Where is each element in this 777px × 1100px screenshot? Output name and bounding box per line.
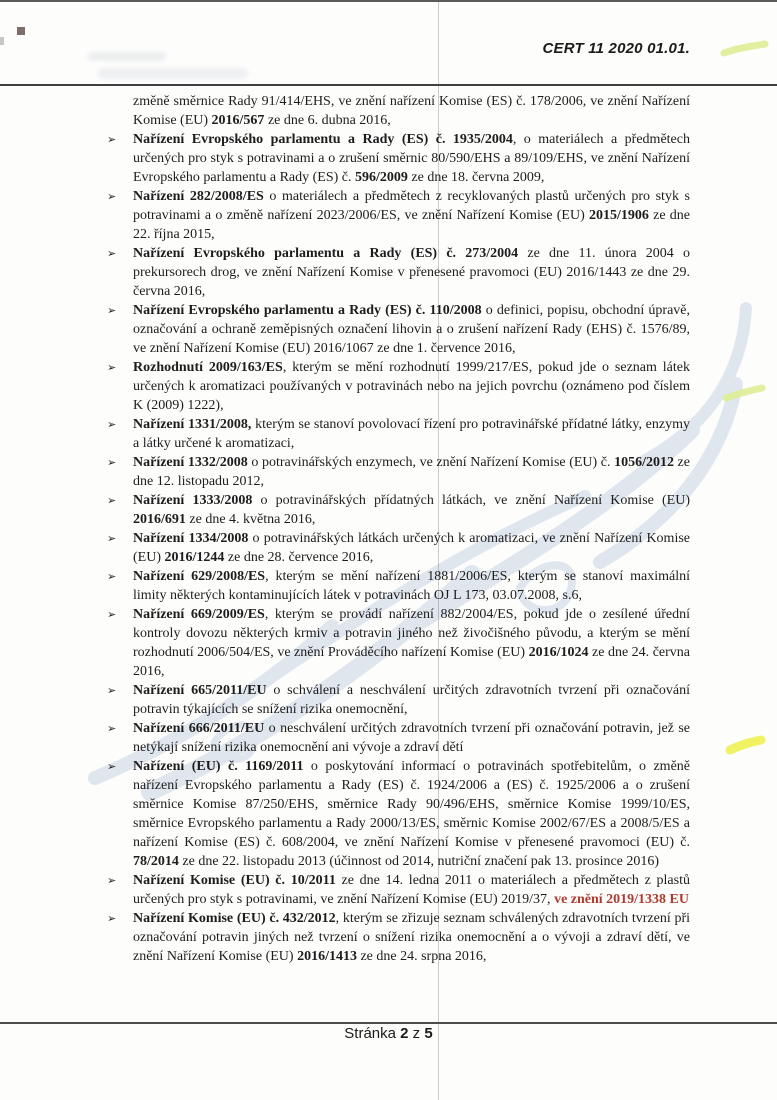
text-segment: Nařízení Evropského parlamentu a Rady (ES) č. 273/2004 xyxy=(133,246,519,261)
bullet-arrow-icon: ➢ xyxy=(107,494,117,507)
text-segment: Nařízení 629/2008/ES xyxy=(133,569,266,584)
bullet-arrow-icon: ➢ xyxy=(107,532,117,545)
text-segment: 2016/1244 xyxy=(164,550,225,565)
text-segment: o neschválení určitých zdravotních tvrzení při označování potravin, jež se netýkají snížení rizika onemocnění ani vývoje a zdraví dětí xyxy=(133,721,690,755)
text-segment: , o materiálech a předmětech určených pro styk s potravinami a o zrušení směrnic 80/590/EHS a 89/109/EHS, ve znění Nařízení Evropského parlamentu a Rady (ES) č. xyxy=(133,132,690,185)
regulation-list xyxy=(107,92,690,966)
text-segment: Nařízení 666/2011/EU xyxy=(133,721,265,736)
text-segment: ze dne 24. srpna 2016, xyxy=(356,949,487,964)
text-segment: Stránka xyxy=(344,1025,401,1042)
text-segment: o potravinářských přídatných látkách, ve znění Nařízení Komise (EU) xyxy=(252,493,690,508)
stamp-smudge xyxy=(98,68,248,79)
text-segment: 2 xyxy=(400,1025,409,1042)
text-segment: Nařízení 669/2009/ES xyxy=(133,607,265,622)
text-segment: ze dne 24. června 2016, xyxy=(133,645,690,679)
regulation-list-item xyxy=(107,187,690,244)
scan-edge-artifact xyxy=(0,37,4,45)
text-segment: Nařízení 1332/2008 xyxy=(133,455,248,470)
highlighter-mark-bottom xyxy=(730,740,761,750)
text-segment: o potravinářských enzymech, ve znění Nařízení Komise (EU) č. xyxy=(247,455,615,470)
text-segment: 2015/1906 xyxy=(588,208,649,223)
text-segment: ze dne 6. dubna 2016, xyxy=(264,113,391,128)
bullet-arrow-icon: ➢ xyxy=(107,912,117,925)
regulation-list-item xyxy=(107,491,690,529)
text-segment: , kterým se mění rozhodnutí 1999/217/ES, pokud jde o seznam látek určených k aromatizaci používaných v potravinách nebo na jejich povrchu (oznámeno pod číslem K (2009) 1222), xyxy=(133,360,690,413)
text-segment: , kterým se mění nařízení 1881/2006/ES, kterým se stanoví maximální limity některých kontaminujících látek v potravinách OJ L 173, 03.07.2008, s.6, xyxy=(133,569,690,603)
scan-artifact-mark xyxy=(17,27,25,35)
bullet-arrow-icon: ➢ xyxy=(107,874,117,887)
text-segment: 2016/567 xyxy=(211,113,265,128)
text-segment: z xyxy=(408,1025,425,1042)
stamp-smudge xyxy=(88,52,166,61)
text-segment: ze dne 22. listopadu 2013 (účinnost od 2014, nutriční značení pak 13. prosince 2016) xyxy=(178,854,660,869)
bullet-arrow-icon: ➢ xyxy=(107,361,117,374)
bullet-arrow-icon: ➢ xyxy=(107,608,117,621)
bullet-arrow-icon: ➢ xyxy=(107,684,117,697)
text-segment: ze dne 22. října 2015, xyxy=(133,208,690,242)
text-segment: 596/2009 xyxy=(355,170,408,185)
regulation-list-item xyxy=(107,719,690,757)
text-segment: o potravinářských látkách určených k aromatizaci, ve znění Nařízení Komise (EU) xyxy=(133,531,690,565)
text-segment: Nařízení 665/2011/EU xyxy=(133,683,267,698)
footer-rule xyxy=(0,1022,777,1024)
regulation-list-item xyxy=(107,871,690,909)
regulation-list-item xyxy=(107,909,690,966)
regulation-items xyxy=(107,130,690,966)
bullet-arrow-icon: ➢ xyxy=(107,190,117,203)
text-segment: , kterým se provádí nařízení 882/2004/ES, pokud jde o zesílené úřední kontroly dovozu některých krmiv a potravin jiného než živočišného původu, a kterým se mění rozhodnutí 2006/504/ES, ve znění Prováděcího nařízení Komise (EU) xyxy=(133,607,690,660)
text-segment: ze dne 28. července 2016, xyxy=(224,550,374,565)
text-segment: Nařízení Evropského parlamentu a Rady (ES) č. 110/2008 xyxy=(133,303,482,318)
scan-edge-line xyxy=(0,0,777,2)
text-segment: o poskytování informací o potravinách spotřebitelům, o změně nařízení Evropského parlamentu a Rady (ES) č. 1924/2006 a (ES) č. 1925/2006 a o zrušení směrnice Komise 87/250/EHS, směrnice Rady 90/496/EHS, směrnice Komise 1999/10/ES, směrnice Evropského parlamentu a Rady 2000/13/ES, směrnic Komise 2002/67/ES a 2008/5/ES a nařízení Komise (ES) č. 608/2004, ve znění Nařízení Komise v přenesené pravomoci (EU) č. xyxy=(133,759,690,850)
text-segment: Nařízení Komise (EU) č. 432/2012 xyxy=(133,911,336,926)
text-segment: Nařízení 282/2008/ES xyxy=(133,189,264,204)
highlighter-mark-middle xyxy=(726,388,762,398)
regulation-list-item xyxy=(107,529,690,567)
text-segment: o definici, popisu, obchodní úpravě, označování a ochraně zeměpisných označení lihovin a o zrušení nařízení Rady (EHS) č. 1576/89, ve znění Nařízení Komise (EU) 2016/1067 ze dne 1. července 2016, xyxy=(133,303,690,356)
text-segment: Rozhodnutí 2009/163/ES xyxy=(133,360,283,375)
text-segment: ze dne 14. ledna 2011 o materiálech a předmětech z plastů určených pro styk s potravinami, ve znění Nařízení Komise (EU) 2019/37, xyxy=(133,873,690,907)
text-segment: 2016/1024 xyxy=(528,645,589,660)
text-segment: změně směrnice Rady 91/414/EHS, ve znění nařízení Komise (ES) č. 178/2006, ve znění Nařízení Komise (EU) xyxy=(133,94,690,128)
regulation-list-item xyxy=(107,358,690,415)
text-segment: Nařízení 1333/2008 xyxy=(133,493,253,508)
text-segment: 2016/691 xyxy=(133,512,186,527)
regulation-list-item xyxy=(107,757,690,871)
text-segment: Nařízení 1334/2008 xyxy=(133,531,249,546)
red-amendment-text: ve znění 2019/1338 EU xyxy=(554,892,690,907)
regulation-list-item xyxy=(107,567,690,605)
regulation-list-item xyxy=(107,244,690,301)
regulation-list-item xyxy=(107,605,690,681)
text-segment: Nařízení Evropského parlamentu a Rady (ES) č. 1935/2004 xyxy=(133,132,513,147)
text-segment: o schválení a neschválení určitých zdravotních tvrzení při označování potravin týkajících se snížení rizika onemocnění, xyxy=(133,683,690,717)
highlighter-mark-top xyxy=(724,44,765,53)
regulation-list-item xyxy=(107,681,690,719)
faint-stamp-bleedthrough xyxy=(88,50,288,84)
text-segment: 1056/2012 xyxy=(614,455,674,470)
text-segment: 78/2014 xyxy=(133,854,179,869)
bullet-arrow-icon: ➢ xyxy=(107,304,117,317)
bullet-arrow-icon: ➢ xyxy=(107,722,117,735)
text-segment: ze dne 18. června 2009, xyxy=(407,170,545,185)
bullet-arrow-icon: ➢ xyxy=(107,133,117,146)
regulation-list-item xyxy=(107,453,690,491)
header-rule xyxy=(0,84,777,86)
intro-paragraph xyxy=(133,92,690,130)
text-segment: o materiálech a předmětech z recyklovaných plastů určených pro styk s potravinami a o změně nařízení 2023/2006/ES, ve znění Nařízení Komise (EU) xyxy=(133,189,690,223)
text-segment: Nařízení (EU) č. 1169/2011 xyxy=(133,759,304,774)
bullet-arrow-icon: ➢ xyxy=(107,247,117,260)
bullet-arrow-icon: ➢ xyxy=(107,570,117,583)
bullet-arrow-icon: ➢ xyxy=(107,418,117,431)
regulation-list-item xyxy=(107,301,690,358)
bullet-arrow-icon: ➢ xyxy=(107,760,117,773)
text-segment: , kterým se zřizuje seznam schválených zdravotních tvrzení při označování potravin jiných než tvrzení o snížení rizika onemocnění a o vývoji a zdraví dětí, ve znění Nařízení Komise (EU) xyxy=(133,911,690,964)
bullet-arrow-icon: ➢ xyxy=(107,456,117,469)
regulation-list-item xyxy=(107,415,690,453)
text-segment: ze dne 11. února 2004 o prekursorech drog, ve znění Nařízení Komise v přenesené pravomoci (EU) 2016/1443 ze dne 29. června 2016, xyxy=(133,246,690,299)
text-segment: Nařízení 1331/2008, xyxy=(133,417,252,432)
text-segment: 2016/1413 xyxy=(297,949,357,964)
text-segment: Nařízení Komise (EU) č. 10/2011 xyxy=(133,873,336,888)
regulation-list-item xyxy=(107,130,690,187)
document-code-header: CERT 11 2020 01.01. xyxy=(542,40,690,57)
page-number-footer xyxy=(0,1025,777,1042)
text-segment: 5 xyxy=(424,1025,433,1042)
text-segment: ze dne 4. května 2016, xyxy=(185,512,316,527)
text-segment: ze dne 12. listopadu 2012, xyxy=(133,455,690,489)
text-segment: kterým se stanoví povolovací řízení pro potravinářské přídatné látky, enzymy a látky určené k aromatizaci, xyxy=(133,417,690,451)
